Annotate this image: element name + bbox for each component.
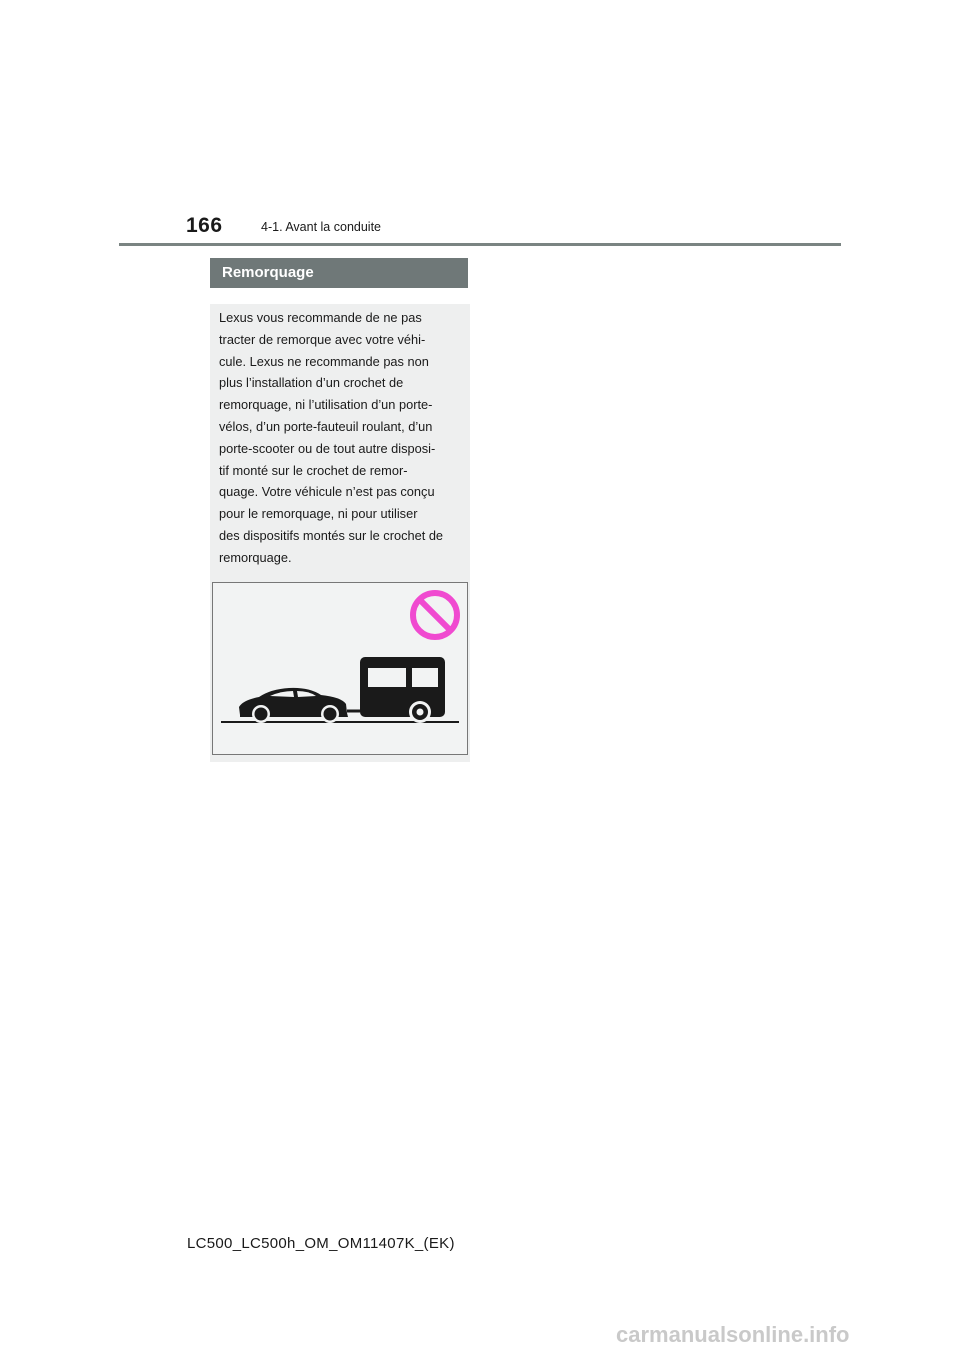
body-line: tracter de remorque avec votre véhi- — [219, 331, 426, 347]
document-code: LC500_LC500h_OM_OM11407K_(EK) — [187, 1235, 455, 1252]
body-line: cule. Lexus ne recommande pas non — [219, 353, 429, 369]
body-line: vélos, d’un porte-fauteuil roulant, d’un — [219, 418, 433, 434]
body-line: Lexus vous recommande de ne pas — [219, 310, 422, 325]
body-line: remorquage. — [219, 549, 292, 565]
section-heading: 4-1. Avant la conduite — [261, 220, 381, 234]
prohibited-icon — [413, 593, 457, 637]
towing-illustration — [212, 582, 468, 755]
body-line: des dispositifs montés sur le crochet de — [219, 527, 444, 543]
body-line: quage. Votre véhicule n’est pas conçu — [219, 484, 435, 500]
body-line: remorquage, ni l’utilisation d’un porte- — [219, 397, 433, 413]
body-line: porte-scooter ou de tout autre disposi- — [219, 440, 436, 456]
car-icon — [239, 688, 348, 723]
section-title: Remorquage — [210, 258, 468, 288]
watermark: carmanualsonline.info — [616, 1322, 850, 1347]
body-line: pour le remorquage, ni pour utiliser — [219, 506, 418, 522]
header-divider — [119, 243, 841, 246]
body-line: plus l’installation d’un crochet de — [219, 375, 404, 391]
body-text — [219, 307, 465, 569]
towing-illustration-svg — [213, 583, 467, 754]
trailer-icon — [360, 657, 445, 723]
body-line: tif monté sur le crochet de remor- — [219, 462, 408, 478]
page-number: 166 — [186, 214, 223, 237]
